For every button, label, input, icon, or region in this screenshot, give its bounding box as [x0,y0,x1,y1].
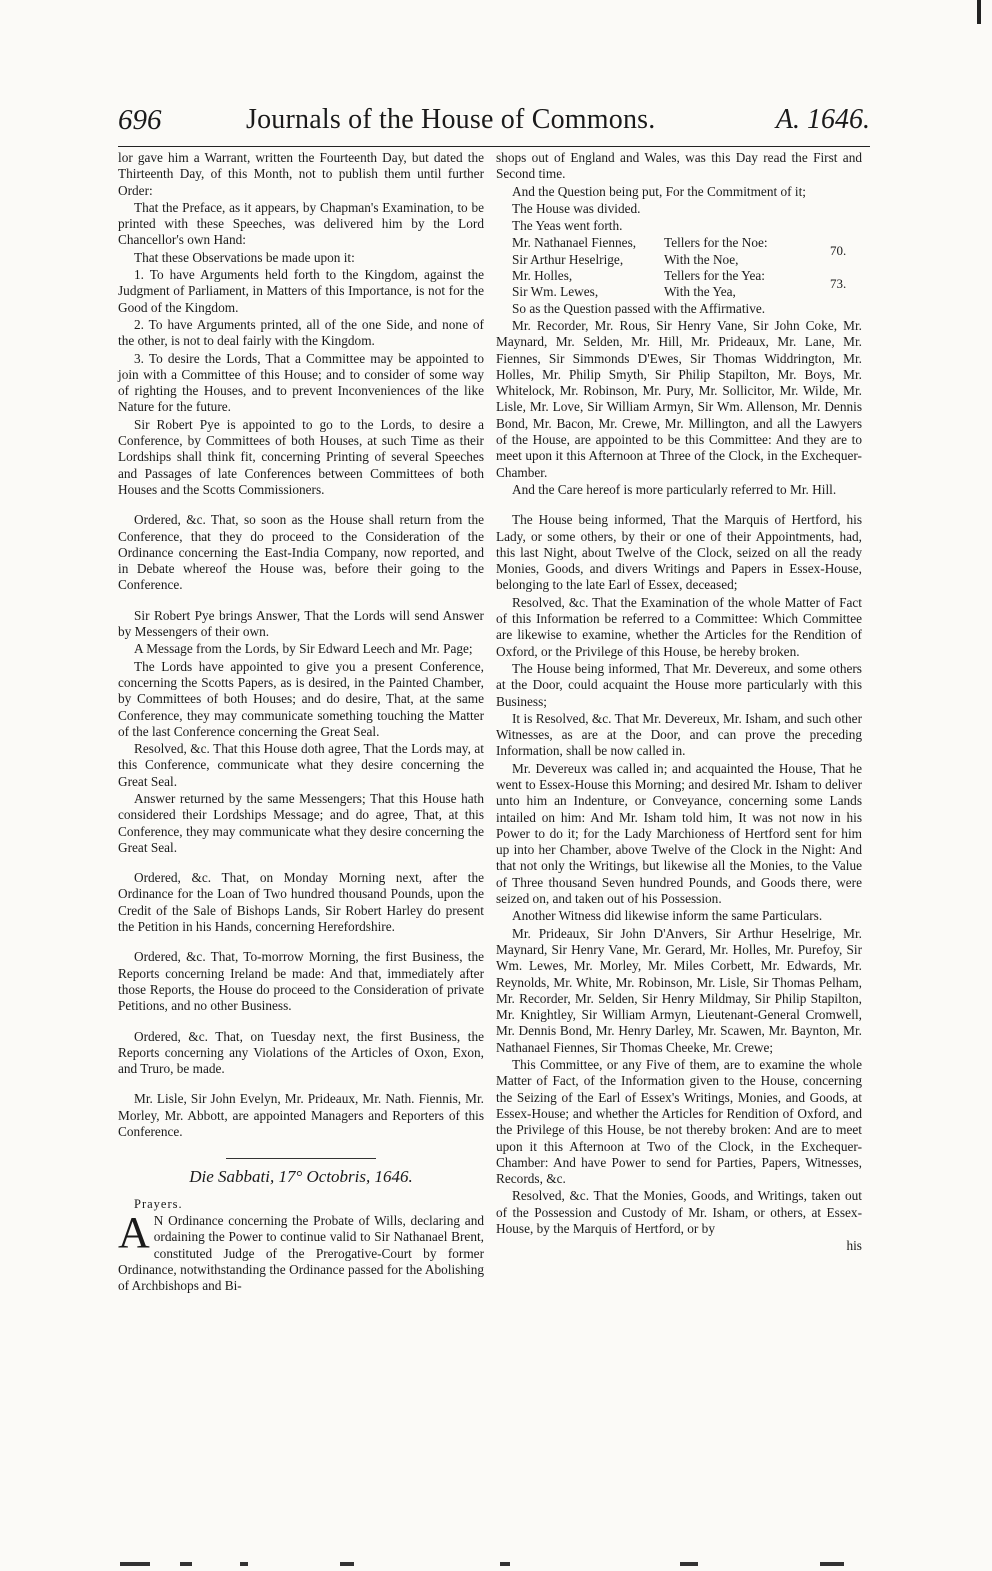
paragraph: Ordered, &c. That, To-morrow Morning, the first Business, the Reports concerning Ireland be made: And that, immediately after those Reports, the House do proceed to the Consideration of private Petitions, and no other Business. [118,949,484,1014]
journal-title: Journals of the House of Commons. [246,104,656,135]
day-heading: Die Sabbati, 17° Octobris, 1646. [189,1167,413,1187]
teller-name: Sir Wm. Lewes, [512,284,599,300]
drop-cap: A [118,1207,150,1257]
paragraph: The Yeas went forth. [512,218,623,234]
ink-mark [977,0,981,24]
section-divider [226,1158,376,1159]
paragraph: Another Witness did likewise inform the same Particulars. [512,908,823,924]
paragraph: This Committee, or any Five of them, are to examine the whole Matter of Fact, of the Information given to the House, concerning the Seizing of the Earl of Essex's Writings, Monies, and Goods, at Essex-House; and whether the Articles for Rendition of Oxford, and the Privilege of this House, be not thereby broken: And are to meet upon it this Afternoon at Two of the Clock, in the Exchequer-Chamber: And have Power to send for Parties, Papers, Witnesses, Records, &c. [496,1057,862,1187]
paragraph: That these Observations be made upon it: [134,249,355,265]
paragraph: The House being informed, That Mr. Devereux, and some others at the Door, could acquaint the House more particularly with this Business; [496,660,862,709]
paragraph [118,1207,484,1294]
paragraph-text: N Ordinance concerning the Probate of Wills, declaring and ordaining the Power to continue valid to Sir Nathanael Brent, constituted Judge of the Prerogative-Court by former Ordinance, notwithstanding the Ordinance passed for the Abolishing of Archbishops and Bi- [118,1212,484,1294]
paragraph: Mr. Devereux was called in; and acquainted the House, That he went to Essex-House this Morning; and desired Mr. Isham to deliver unto him an Indenture, or Conveyance, concerning some Lands intailed on him: And Mr. Isham told him, It was not now in his Power to do it; for the Lady Marchioness of Hertford sent for him up into her Chamber, above Twelve of the Clock in the Night: And that not only the Writings, but likewise all the Monies, to the Value of Three thousand Seven hundred Pounds, and Goods there, were seized on, and taken out of his Possession. [496,760,862,907]
paragraph: A Message from the Lords, by Sir Edward Leech and Mr. Page; [134,641,473,657]
paragraph: Answer returned by the same Messengers; That this House hath considered their Lordships Message; and do agree, That, at this Conference, they may communicate what they desire concerning the Great Seal. [118,790,484,855]
yeas-count: 73. [830,276,847,292]
paragraph: And the Care hereof is more particularly referred to Mr. Hill. [512,481,837,497]
running-header [118,104,870,148]
paragraph: Ordered, &c. That, so soon as the House shall return from the Conference, that they do proceed to the Consideration of the Ordinance concerning the East-India Company, now reported, and in Debate whereof the House was, before their going to the Conference. [118,512,484,593]
teller-name: Mr. Nathanael Fiennes, [512,235,637,251]
catchword: his [846,1238,862,1254]
tellers-row [512,284,862,300]
paragraph: That the Preface, as it appears, by Chapman's Examination, to be printed with these Speeches, was delivered him by the Lord Chancellor's own Hand: [118,199,484,248]
tellers-table [512,235,862,300]
tellers-row [512,235,862,251]
paragraph: The Lords have appointed to give you a present Conference, concerning the Scotts Papers, as is desired, in the Painted Chamber, by Committees of both Houses; and do desire, That, at the same Conference, they may communicate something touching the Matter of the last Conference concerning the Great Seal. [118,658,484,739]
paragraph: shops out of England and Wales, was this Day read the First and Second time. [496,150,862,182]
left-column [118,150,484,1295]
header-rule [118,146,870,147]
tellers-row [512,252,862,268]
paragraph: Mr. Prideaux, Sir John D'Anvers, Sir Arthur Heselrige, Mr. Maynard, Sir Henry Vane, Mr. Gerard, Mr. Holles, Mr. Purefoy, Sir Wm. Lewes, Mr. Morley, Mr. Miles Corbett, Mr. Edwards, Mr. Reynolds, Mr. White, Mr. Robinson, Mr. Lisle, Sir Thomas Pelham, Mr. Recorder, Mr. Selden, Sir Henry Mildmay, Sir Philip Stapilton, Mr. Knightley, Sir William Armyn, Lieutenant-General Cromwell, Mr. Dennis Bond, Mr. Henry Darley, Mr. Scawen, Mr. Baynton, Mr. Nathanael Fiennes, Sir Thomas Cheeke, Mr. Crewe; [496,925,862,1055]
paragraph: And the Question being put, For the Commitment of it; [512,183,806,199]
teller-name: Sir Arthur Heselrige, [512,251,624,267]
paragraph: 2. To have Arguments printed, all of the one Side, and none of the other, is not to deal fairly with the Kingdom. [118,316,484,349]
tellers-row [512,268,862,284]
paragraph: Ordered, &c. That, on Monday Morning next, after the Ordinance for the Loan of Two hundred thousand Pounds, upon the Credit of the Sale of Bishops Lands, Sir Robert Harley do present the Petition in his Hands, concerning Herefordshire. [118,870,484,935]
paragraph: Ordered, &c. That, on Tuesday next, the first Business, the Reports concerning any Violations of the Articles of Oxon, Exon, and Truro, be made. [118,1028,484,1077]
paragraph: Resolved, &c. That this House doth agree, That the Lords may, at this Conference, communicate what they desire concerning the Great Seal. [118,741,484,789]
paragraph: Mr. Recorder, Mr. Rous, Sir Henry Vane, Sir John Coke, Mr. Maynard, Mr. Selden, Mr. Hill, Mr. Prideaux, Mr. Lane, Mr. Fiennes, Sir Simmonds D'Ewes, Sir Thomas Widdrington, Mr. Holles, Mr. Philip Smyth, Sir Philip Stapilton, Mr. Boys, Mr. Whitelock, Mr. Robinson, Mr. Pury, Mr. Sollicitor, Mr. Wilde, Mr. Lisle, Mr. Love, Sir William Armyn, Sir Wm. Allenson, Mr. Dennis Bond, Mr. Bacon, Mr. Crewe, Mr. Millington, and all the Lawyers of the House, are appointed to be this Committee: And they are to meet upon it this Afternoon at Three of the Clock, in the Exchequer-Chamber. [496,317,862,480]
teller-role: Tellers for the Noe: [664,235,768,251]
year-label: A. 1646. [775,104,870,135]
paragraph: Resolved, &c. That the Monies, Goods, and Writings, taken out of the Possession and Custody of Mr. Isham, or others, at Essex-House, by the Marquis of Hertford, or by [496,1188,862,1236]
teller-role: With the Yea, [664,284,736,300]
page-number: 696 [118,104,162,136]
paragraph: lor gave him a Warrant, written the Fourteenth Day, but dated the Thirteenth Day, of this Month, not to publish them until further Order: [118,150,484,198]
paragraph: The House being informed, That the Marquis of Hertford, his Lady, or some others, by their or one of their Appointments, had, this last Night, about Twelve of the Clock, seized on all the ready Monies, Goods, and divers Writings and Papers in Essex-House, belonging to the late Earl of Essex, deceased; [496,512,862,593]
paragraph: 3. To desire the Lords, That a Committee may be appointed to join with a Committee of this House; and to consider of some way of righting the Houses, and to prevent Inconveniences of the like Nature for the future. [118,350,484,415]
paragraph: Mr. Lisle, Sir John Evelyn, Mr. Prideaux, Mr. Nath. Fiennis, Mr. Morley, Mr. Abbott, are appointed Managers and Reporters of this Conference. [118,1091,484,1140]
paragraph: So as the Question passed with the Affirmative. [512,300,766,316]
paragraph: Sir Robert Pye is appointed to go to the Lords, to desire a Conference, by Committees of both Houses, at such Time as their Lordships shall think fit, concerning Printing of several Speeches and Passages of late Conferences between Committees of both Houses and the Scotts Commissioners. [118,416,484,497]
right-column [496,150,862,1256]
paragraph: 1. To have Arguments held forth to the Kingdom, against the Judgment of Parliament, in Matters of this Importance, is not for the Good of the Kingdom. [118,267,484,315]
noes-count: 70. [830,243,847,259]
paragraph: Sir Robert Pye brings Answer, That the Lords will send Answer by Messengers of their own. [118,607,484,640]
teller-role: Tellers for the Yea: [664,268,765,284]
teller-name: Mr. Holles, [512,268,573,284]
paragraph: It is Resolved, &c. That Mr. Devereux, Mr. Isham, and such other Witnesses, as are at the Door, and can prove the preceding Information, shall be now called in. [496,710,862,759]
teller-role: With the Noe, [664,251,739,267]
paragraph: The House was divided. [512,200,641,216]
bottom-edge-marks [120,1560,880,1568]
prayers-label: Prayers. [134,1196,183,1211]
paragraph: Resolved, &c. That the Examination of the whole Matter of Fact of this Information be referred to a Committee: Which Committee are likewise to examine, whether the Articles for the Rendition of Oxford, or the Privilege of this House, be hereby broken. [496,594,862,659]
